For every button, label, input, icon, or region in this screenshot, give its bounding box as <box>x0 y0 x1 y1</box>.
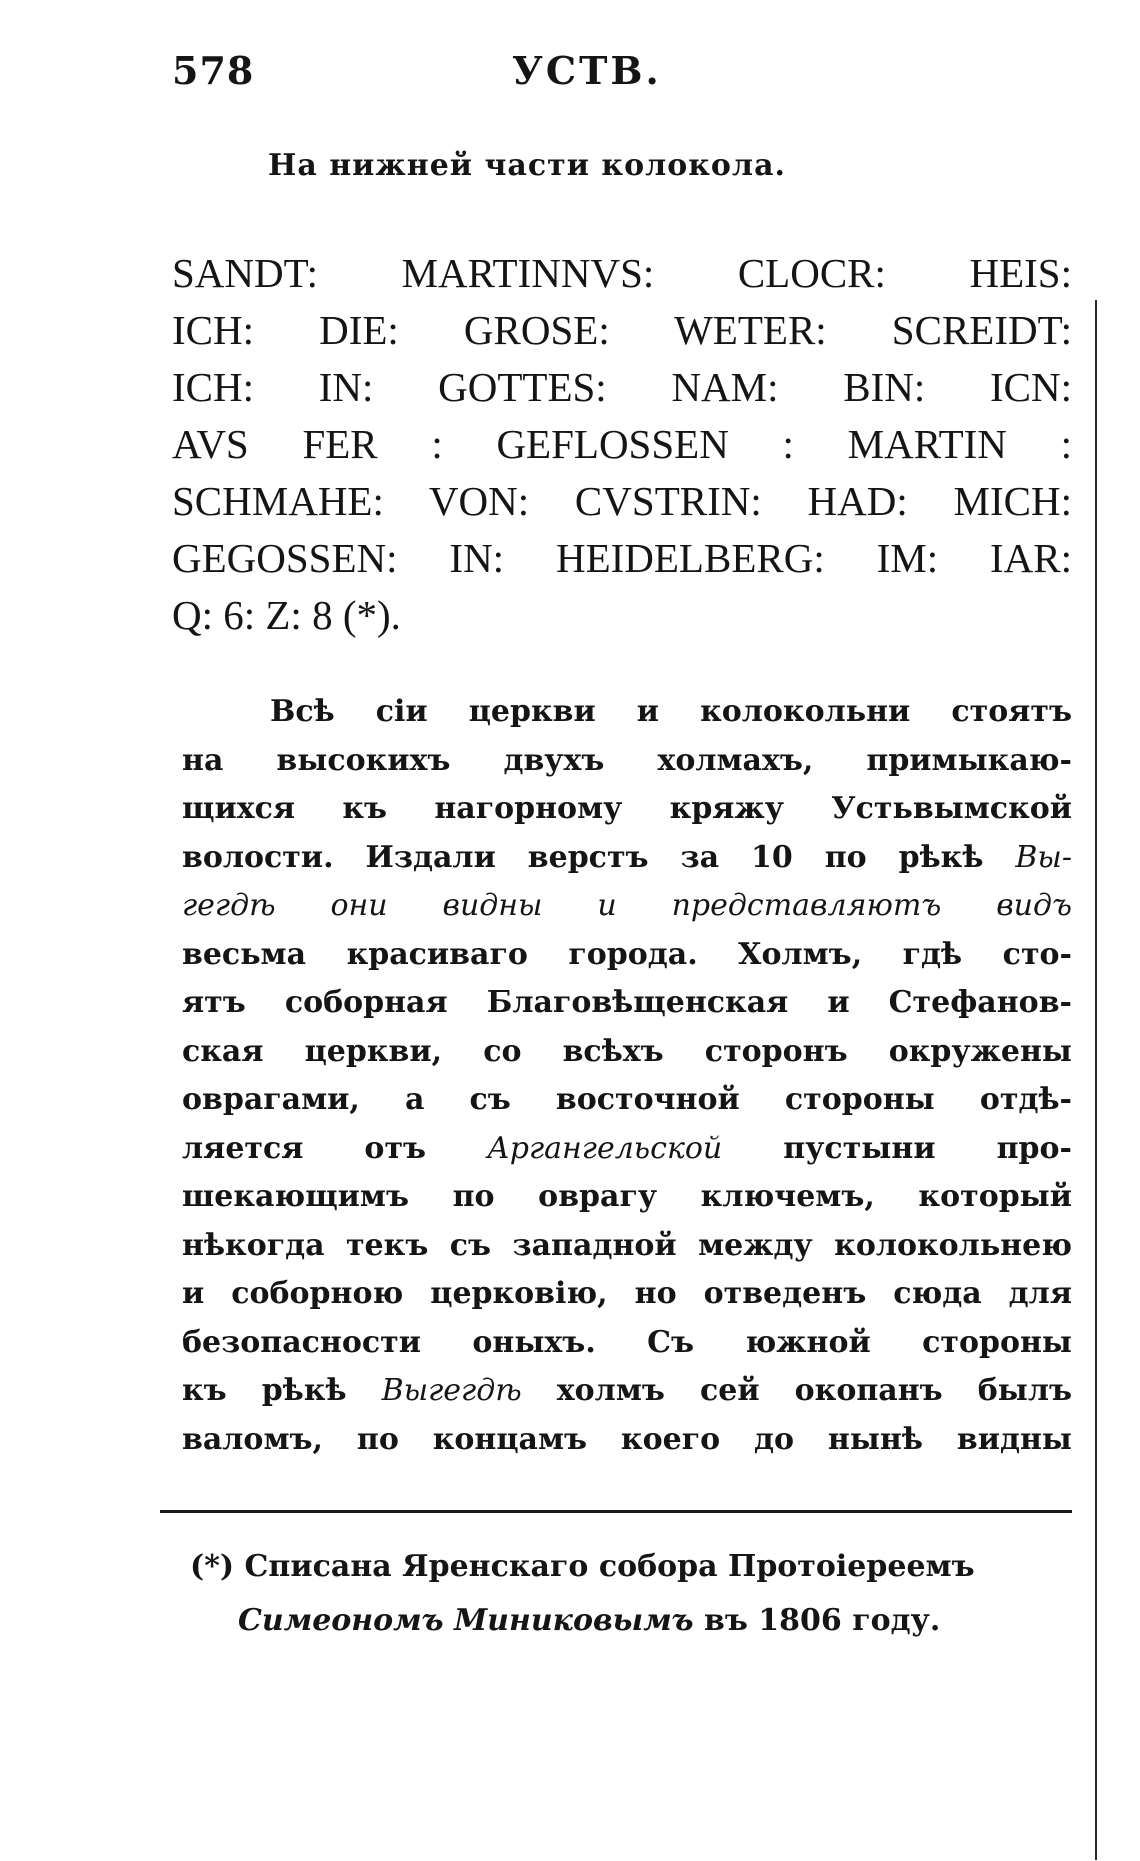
running-head: УСТВ. <box>512 48 662 93</box>
body-line-text: ляется отъ <box>182 1130 427 1166</box>
body-line: ятъ соборная Благовѣщенская и Стефанов- <box>182 985 1072 1020</box>
body-line-text: пустыни про- <box>783 1130 1072 1166</box>
body-line-text: къ рѣкѣ <box>182 1373 347 1408</box>
footnote-line <box>190 1594 1080 1648</box>
inscription-line: ICH: DIE: GROSE: WETER: SCREIDT: <box>172 307 1072 353</box>
section-heading: На нижней части колокола. <box>268 148 786 183</box>
italic-place-name: Аргангельской <box>487 1130 723 1166</box>
inscription-line: ICH: IN: GOTTES: NAM: BIN: ICN: <box>172 364 1072 410</box>
body-line: оврагами, а съ восточной стороны отдѣ- <box>182 1082 1072 1117</box>
italic-place-name: Выгегдѣ <box>381 1373 522 1408</box>
body-line-text: волости. Издали верстъ за 10 по рѣкѣ <box>182 839 984 875</box>
body-line: шекающимъ по оврагу ключемъ, который <box>182 1179 1072 1214</box>
body-line <box>182 1367 1072 1416</box>
scan-edge-line <box>1095 300 1097 1860</box>
italic-place-name: Вы- <box>1015 839 1073 875</box>
body-line-text: холмъ сей окопанъ былъ <box>556 1373 1073 1408</box>
footnote-line: (*) Списана Яренскаго собора Протоіереемъ <box>190 1549 975 1584</box>
body-line: ская церкви, со всѣхъ сторонъ окружены <box>182 1033 1072 1069</box>
body-line: весьма красиваго города. Холмъ, гдѣ сто- <box>182 936 1072 972</box>
body-paragraph <box>182 688 1072 1464</box>
footnote-divider <box>160 1510 1072 1513</box>
inscription-line: GEGOSSEN: IN: HEIDELBERG: IM: IAR: <box>172 535 1072 581</box>
body-line: Всѣ сіи церкви и колокольни стоятъ <box>270 694 1072 729</box>
bell-inscription <box>172 245 1072 644</box>
body-line: валомъ, по концамъ коего до нынѣ видны <box>182 1421 1072 1457</box>
inscription-line: Q: 6: Z: 8 (*). <box>172 592 401 638</box>
body-line <box>182 1125 1072 1174</box>
footnote <box>190 1540 1080 1648</box>
body-line: безопасности оныхъ. Съ южной стороны <box>182 1324 1072 1360</box>
body-line: нѣкогда текъ съ западной между колокольнею <box>182 1227 1072 1263</box>
inscription-line: SCHMAHE: VON: CVSTRIN: HAD: MICH: <box>172 478 1072 524</box>
body-line: на высокихъ двухъ холмахъ, примыкаю- <box>182 742 1072 778</box>
footnote-line-text: въ 1806 году. <box>704 1603 941 1638</box>
body-line <box>182 834 1072 883</box>
body-line-text: гегдѣ они видны и представляютъ видъ <box>182 888 1072 923</box>
body-line: щихся къ нагорному кряжу Устьвымской <box>182 791 1072 826</box>
inscription-line: AVS FER : GEFLOSSEN : MARTIN : <box>172 421 1072 467</box>
inscription-line: SANDT: MARTINNVS: CLOCR: HEIS: <box>172 250 1072 296</box>
body-line <box>182 882 1072 931</box>
body-line: и соборною церковію, но отведенъ сюда для <box>182 1276 1072 1311</box>
page-number: 578 <box>172 48 255 93</box>
footnote-author-name: Симеономъ Миниковымъ <box>238 1603 694 1638</box>
